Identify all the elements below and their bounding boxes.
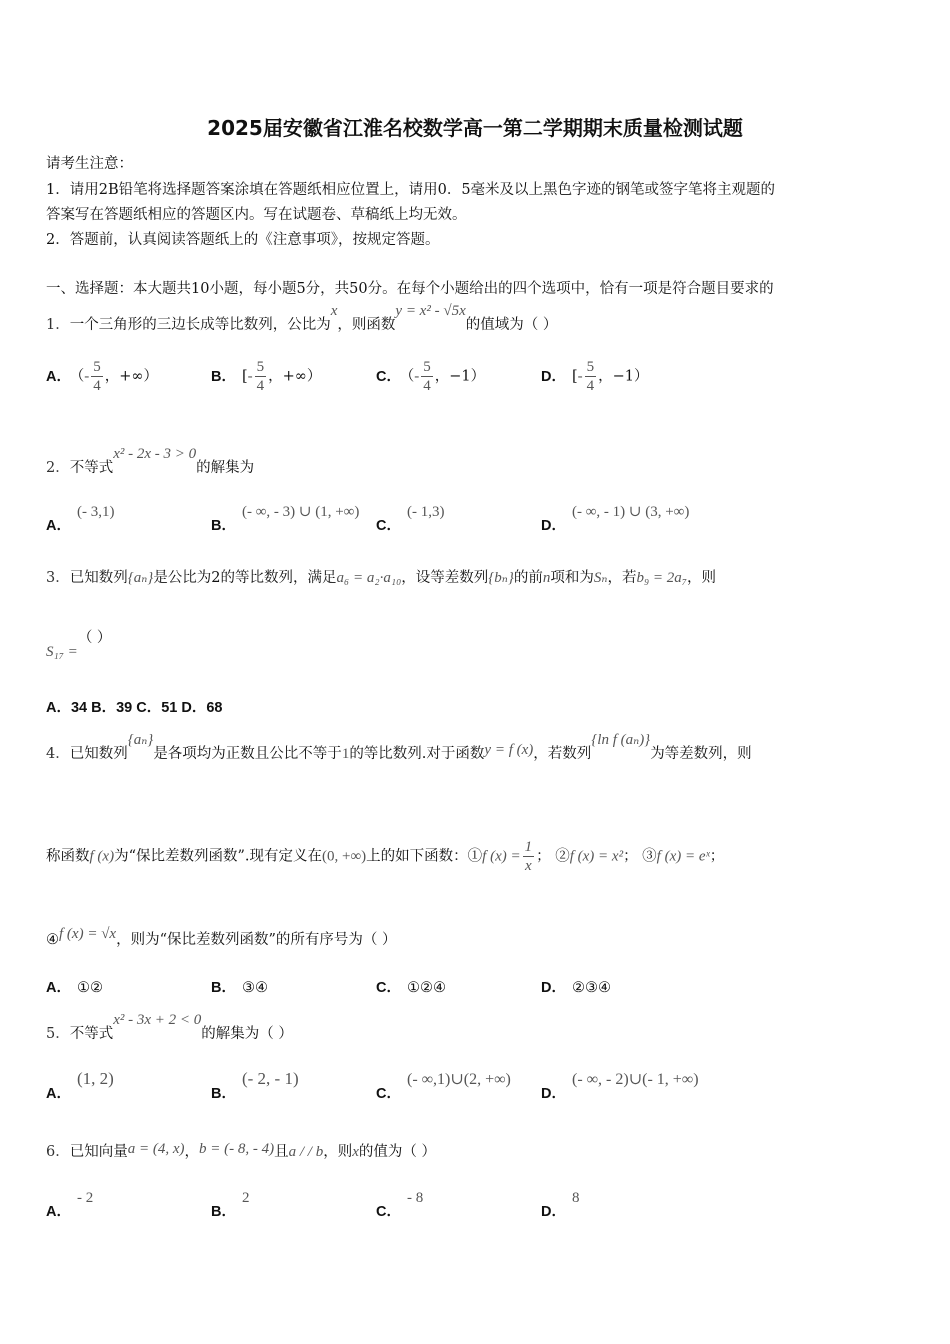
option-label: D． (541, 1204, 566, 1220)
option-label: D． (541, 1086, 566, 1102)
page-title: 2025届安徽省江淮名校数学高一第二学期期末质量检测试题 (207, 116, 743, 140)
q3-cond2: b₉ = 2a₇ (636, 570, 688, 586)
q4-fx: f (x) (89, 848, 115, 865)
q1-option-d[interactable] (541, 358, 649, 395)
q1-c-sign: - (414, 368, 420, 385)
q5-option-b[interactable] (211, 1069, 299, 1103)
q4-an: {aₙ} (127, 732, 154, 748)
q4-f4: f (x) = √x (59, 926, 117, 942)
q4-yfx: y = f (x) (484, 742, 534, 758)
option-label: C． (376, 518, 401, 534)
q4-option-a[interactable] (46, 976, 103, 997)
q4-l3-a: ④ (46, 932, 59, 948)
q1-c-fraction: $\frac{5}{4}$ (423, 359, 431, 394)
q3-text-7: ，则 (687, 570, 717, 586)
q2-text-1: 不等式 (69, 460, 114, 476)
q4-option-d[interactable] (541, 976, 611, 997)
option-label: C． (376, 1086, 401, 1102)
q1-d-tail: ，−1） (598, 368, 649, 385)
option-label: C． (376, 368, 401, 385)
question-2 (46, 446, 255, 477)
notice-item-1a: 1．请用2B铅笔将选择题答案涂填在答题纸相应位置上，请用0．5毫米及以上黑色字迹的钢笔或签字笔将主观题的 (46, 182, 776, 198)
q6-option-b[interactable] (211, 1190, 250, 1221)
question-1 (46, 303, 558, 334)
q1-d-fraction: $\frac{5}{4}$ (586, 359, 595, 394)
option-label: C． (376, 1204, 401, 1220)
q6-text-3: 且 (274, 1144, 289, 1160)
question-number: 4． (46, 746, 70, 762)
q1-formula: y = x² - √5x (395, 303, 466, 319)
question-number: 2． (46, 460, 70, 476)
q4-a-value: ①② (76, 980, 103, 996)
q3-text-4: 的前 (513, 570, 543, 586)
q4-l2-e: ； ③ (623, 848, 657, 865)
q1-b-fraction: $\frac{5}{4}$ (256, 359, 265, 394)
q4-text-5: 为等差数列，则 (650, 746, 752, 762)
option-label: A． (46, 518, 71, 534)
option-label: A． (46, 1086, 71, 1102)
option-label: B． (211, 518, 236, 534)
q5-text-2: 的解集为（ ） (201, 1026, 293, 1042)
q1-c-tail: ，−1） (434, 368, 486, 385)
q6-text-5: 的值为（ ） (358, 1144, 436, 1160)
q4-l2-c: 上的如下函数：① (366, 848, 483, 865)
q2-option-d[interactable] (541, 504, 690, 535)
q2-b-value: (- ∞, - 3) ∪ (1, +∞) (241, 504, 360, 520)
question-number: 1． (46, 317, 70, 333)
q4-option-b[interactable] (211, 976, 268, 997)
option-label: D． (541, 368, 566, 385)
q6-option-c[interactable] (376, 1190, 424, 1221)
q1-text-3: 的值域为（ ） (465, 317, 558, 333)
q3-n: n (542, 570, 551, 586)
q6-x: x (352, 1144, 359, 1160)
q4-f1-fraction: $\frac{1}{x}$ (524, 839, 533, 874)
q4-l3-b: ，则为“保比差数列函数”的所有序号为（ ） (116, 932, 397, 948)
q5-text-1: 不等式 (69, 1026, 114, 1042)
q1-text-2: ，则函数 (337, 317, 396, 333)
q4-f2: f (x) = x² (569, 848, 624, 865)
q1-b-sign: - (247, 368, 253, 385)
q5-a-value: (1, 2) (76, 1069, 114, 1088)
q4-l2-f: ； (709, 848, 725, 865)
question-3 (46, 566, 716, 587)
q1-c-open: （ (406, 368, 415, 385)
q5-formula: x² - 3x + 2 < 0 (113, 1012, 202, 1028)
q3-text-8: （ ） (77, 630, 112, 646)
section-heading: 一、选择题：本大题共10小题，每小题5分，共50分。在每个小题给出的四个选项中，恰有一项是符合题目要求的 (46, 281, 774, 297)
notice-item-1b: 答案写在答题纸相应的答题区内。写在试题卷、草稿纸上均无效。 (46, 207, 467, 223)
q1-option-b[interactable] (211, 358, 321, 395)
q6-text-4: ，则 (323, 1144, 353, 1160)
q4-d-value: ②③④ (571, 980, 611, 996)
q4-l2-d: ； ② (536, 848, 570, 865)
q1-option-c[interactable] (376, 358, 485, 395)
option-label: B． (211, 980, 236, 996)
q1-a-sign: - (84, 368, 90, 385)
q1-a-tail: ，+∞） (104, 368, 158, 385)
q3-cond: a₆ = a₂·a₁₀ (336, 570, 402, 586)
q6-a-value: - 2 (76, 1190, 94, 1206)
q6-vector-a: a = (4, x) (127, 1141, 185, 1157)
question-4-line-2 (46, 838, 724, 875)
q1-option-a[interactable] (46, 358, 158, 395)
option-label: A． (46, 980, 71, 996)
option-label: A． (46, 368, 71, 385)
q2-option-b[interactable] (211, 504, 360, 535)
q1-d-open: [ (571, 368, 578, 385)
question-number: 3． (46, 570, 70, 586)
q3-options[interactable]: A．34 B．39 C．51 D．68 (46, 700, 223, 716)
q4-text-2: 是各项均为正数且公比不等于 (153, 746, 342, 762)
q6-parallel: a / / b (288, 1144, 324, 1160)
q3-an: {aₙ} (127, 570, 154, 586)
question-4-line-3 (46, 928, 397, 949)
q4-b-value: ③④ (241, 980, 268, 996)
q3-text-1: 已知数列 (69, 570, 128, 586)
q1-a-fraction: $\frac{5}{4}$ (93, 359, 101, 394)
q3-s17: S₁₇ = (46, 644, 78, 660)
q1-text-1: 一个三角形的三边长成等比数列，公比为 (69, 317, 331, 333)
option-label: B． (211, 1086, 236, 1102)
q5-b-value: (- 2, - 1) (241, 1069, 299, 1088)
q5-option-c[interactable] (376, 1071, 511, 1103)
q3-bn: {bₙ} (488, 570, 514, 586)
q6-text-1: 已知向量 (69, 1144, 128, 1160)
q4-f1: f (x) = (482, 848, 521, 865)
q4-text-4: ，若数列 (533, 746, 592, 762)
q6-d-value: 8 (571, 1190, 580, 1206)
option-label: C． (376, 980, 401, 996)
question-number: 6． (46, 1144, 70, 1160)
q2-d-value: (- ∞, - 1) ∪ (3, +∞) (571, 504, 690, 520)
q5-d-value: (- ∞, - 2)∪(- 1, +∞) (571, 1071, 699, 1088)
q5-option-a[interactable] (46, 1069, 114, 1103)
notice-heading: 请考生注意： (46, 156, 133, 172)
q2-a-value: (- 3,1) (76, 504, 115, 520)
q6-text-2: ， (184, 1144, 200, 1160)
q4-f3: f (x) = eˣ (656, 848, 710, 865)
option-label: D． (541, 518, 566, 534)
q2-text-2: 的解集为 (196, 460, 255, 476)
q3-text-5: 项和为 (550, 570, 594, 586)
question-5 (46, 1012, 293, 1043)
question-6 (46, 1140, 436, 1161)
q4-interval: (0, +∞) (322, 848, 367, 865)
q4-lnf: {ln f (aₙ)} (591, 732, 651, 748)
question-4 (46, 732, 752, 763)
question-number: 5． (46, 1026, 70, 1042)
option-label: B． (211, 1204, 236, 1220)
q4-l2-b: 为“保比差数列函数”.现有定义在 (114, 848, 323, 865)
q1-d-sign: - (577, 368, 583, 385)
q3-sn: Sₙ (593, 570, 608, 586)
q5-option-d[interactable] (541, 1071, 699, 1103)
q6-option-a[interactable] (46, 1190, 94, 1221)
question-3-cont (46, 630, 112, 661)
q6-c-value: - 8 (406, 1190, 424, 1206)
q4-text-1: 已知数列 (69, 746, 128, 762)
q1-var: x (330, 303, 338, 319)
q1-b-tail: ，+∞） (268, 368, 322, 385)
option-label: D． (541, 980, 566, 996)
q3-text-3: ，设等差数列 (401, 570, 489, 586)
q4-text-3: 的等比数列.对于函数 (349, 746, 485, 762)
q5-c-value: (- ∞,1)∪(2, +∞) (406, 1071, 511, 1088)
q2-option-c[interactable] (376, 504, 445, 535)
q6-option-d[interactable] (541, 1190, 580, 1221)
q1-a-open: （ (76, 368, 85, 385)
q4-c-value: ①②④ (406, 980, 446, 996)
q2-option-a[interactable] (46, 504, 115, 535)
option-label: B． (211, 368, 236, 385)
q4-option-c[interactable] (376, 976, 446, 997)
option-label: A． (46, 1204, 71, 1220)
q2-c-value: (- 1,3) (406, 504, 445, 520)
q2-formula: x² - 2x - 3 > 0 (113, 446, 197, 462)
q3-text-6: ，若 (607, 570, 637, 586)
q3-text-2: 是公比为2的等比数列，满足 (153, 570, 337, 586)
q6-b-value: 2 (241, 1190, 250, 1206)
notice-item-2: 2．答题前，认真阅读答题纸上的《注意事项》，按规定答题。 (46, 232, 440, 248)
q4-one: 1 (341, 746, 350, 762)
q6-vector-b: b = (- 8, - 4) (199, 1141, 275, 1157)
q4-l2-a: 称函数 (46, 848, 90, 865)
q1-b-open: [ (241, 368, 248, 385)
